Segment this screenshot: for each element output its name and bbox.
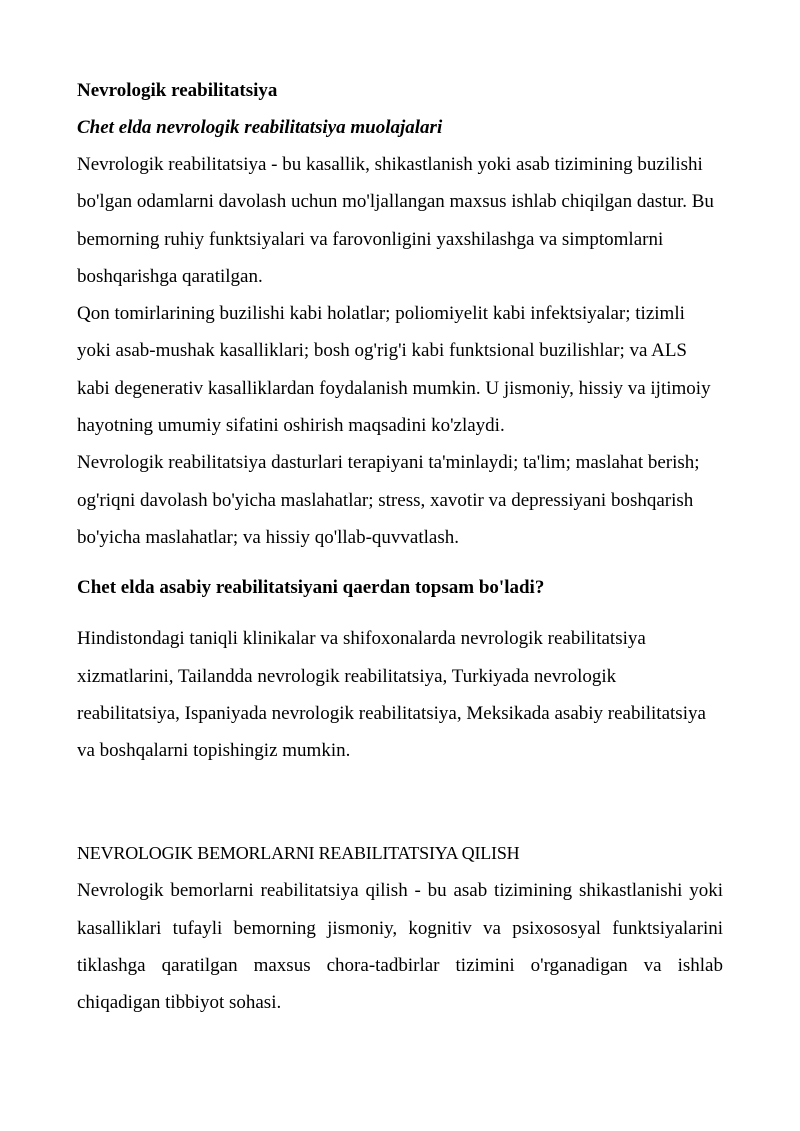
- intro-paragraph-3: Nevrologik reabilitatsiya dasturlari terapiyani ta'minlaydi; ta'lim; maslahat berish; og'riqni davolash bo'yicha maslahatlar; stress, xavotir va depressiyani boshqarish bo'yicha maslahatlar; va hissiy qo'llab-quvvatlash.: [77, 452, 700, 548]
- document-title: Nevrologik reabilitatsiya: [77, 80, 278, 101]
- intro-paragraph-1: Nevrologik reabilitatsiya - bu kasallik, shikastlanish yoki asab tizimining buzilishi bo'lgan odamlarni davolash uchun mo'ljallangan maxsus ishlab chiqilgan dastur. Bu bemorning ruhiy funktsiyalari va farovonligini yaxshilashga va simptomlarni boshqarishga qaratilgan.: [77, 154, 714, 287]
- section-question-heading: Chet elda asabiy reabilitatsiyani qaerdan topsam bo'ladi?: [77, 577, 545, 599]
- intro-paragraph-2: Qon tomirlarining buzilishi kabi holatlar; poliomiyelit kabi infektsiyalar; tizimli yoki asab-mushak kasalliklari; bosh og'rig'i kabi funktsional buzilishlar; va ALS kabi degenerativ kasalliklardan foydalanish mumkin. U jismoniy, hissiy va ijtimoiy hayotning umumiy sifatini oshirish maqsadini ko'zlaydi.: [77, 303, 711, 437]
- caps-section-heading: NEVROLOGIK BEMORLARNI REABILITATSIYA QILISH: [77, 843, 520, 864]
- document-subtitle: Chet elda nevrologik reabilitatsiya muolajalari: [77, 117, 443, 138]
- caps-section-paragraph: Nevrologik bemorlarni reabilitatsiya qilish - bu asab tizimining shikastlanishi yoki kasalliklari tufayli bemorning jismoniy, kognitiv va psixososyal funktsiyalarini tiklashga qaratilgan maxsus chora-tadbirlar tizimini o'rganadigan va ishlab chiqadigan tibbiyot sohasi.: [77, 880, 723, 1014]
- document-page: [77, 72, 723, 1022]
- section-answer-paragraph: Hindistondagi taniqli klinikalar va shifoxonalarda nevrologik reabilitatsiya xizmatlarini, Tailandda nevrologik reabilitatsiya, Turkiyada nevrologik reabilitatsiya, Ispaniyada nevrologik reabilitatsiya, Meksikada asabiy reabilitatsiya va boshqalarni topishingiz mumkin.: [77, 628, 706, 762]
